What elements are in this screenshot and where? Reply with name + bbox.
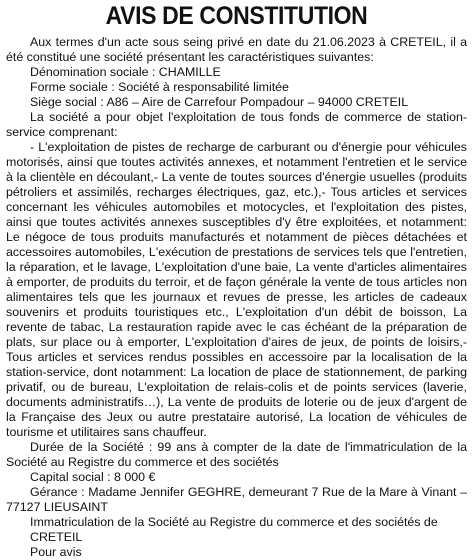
legal-form: Forme sociale : Société à responsabilité limitée	[30, 80, 289, 94]
intro-paragraph: Aux termes d'un acte sous seing privé en date du 21.06.2023 à CRETEIL, il a été constitué une société présentant les caractéristiques suivantes:	[6, 35, 467, 64]
closing: Pour avis	[30, 545, 82, 559]
purpose-details: - L'exploitation de pistes de recharge de carburant ou d'énergie pour véhicules motorisés, ainsi que toutes activités annexes, et notamment l'entretien et le service à la clientèle en découlant,- La vente de toutes sources d'énergie usuelles (produits pétroliers et assimilés, recharges électriques, gaz, etc.),- Tous articles et services concernant les véhicules automobiles et motocycles, et l'exploitation des pistes, ainsi que toutes activités annexes susceptibles d'y être exploitées, et notamment: Le négoce de tous produits manufacturés et notamment de pièces détachées et accessoires automobiles, L'exécution de prestations de services tels que l'entretien, la réparation, et le lavage, L'exploitation d'une baie, La vente d'articles alimentaires à emporter, de produits du terroir, et de façon générale la vente de tous articles non alimentaires tels que les journaux et revues de presse, les articles de cadeaux souvenirs et produits touristiques etc., L'exploitation d'un débit de boisson, La revente de tabac, La restauration rapide avec le cas échéant de la préparation de plats, sur place ou à emporter, L'exploitation d'aires de jeux, de points de loisirs,- Tous articles et services rendus possibles en accessoire par la localisation de la station-service, dont notamment: La location de place de stationnement, de parking privatif, ou de bureau, L'exploitation de relais-colis et de points services (laverie, documents administratifs…), La vente de produits de loterie ou de jeux d'argent de la Française des Jeux ou autre prestataire autorisé, La location de véhicules de tourisme et utilitaires sans chauffeur.	[6, 140, 467, 439]
registered-office: Siège social : A86 – Aire de Carrefour Pompadour – 94000 CRETEIL	[30, 95, 409, 109]
notice-title: AVIS DE CONSTITUTION	[105, 2, 368, 30]
purpose-intro: La société a pour objet l'exploitation de tous fonds de commerce de station-service comprenant:	[6, 110, 467, 139]
duration: Durée de la Société : 99 ans à compter de la date de l'immatriculation de la Société au Registre du commerce et des sociétés	[6, 440, 467, 469]
registration: Immatriculation de la Société au Registre du commerce et des sociétés de CRETEIL	[30, 515, 438, 544]
management: Gérance : Madame Jennifer GEGHRE, demeurant 7 Rue de la Mare à Vinant – 77127 LIEUSAINT	[6, 485, 467, 514]
share-capital: Capital social : 8 000 €	[30, 470, 156, 484]
company-name: Dénomination sociale : CHAMILLE	[30, 65, 221, 79]
